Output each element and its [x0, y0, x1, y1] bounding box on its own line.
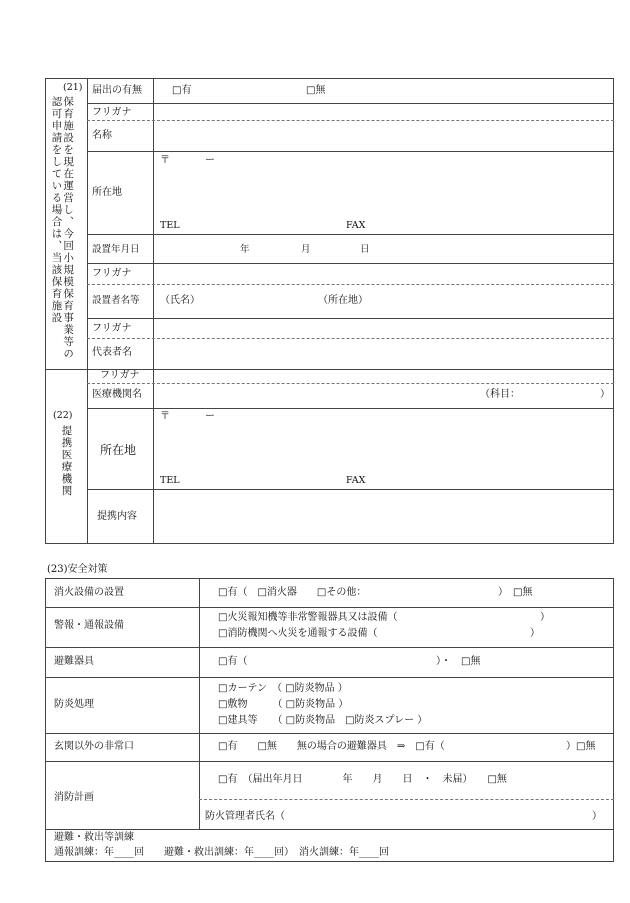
s22-number: (22): [53, 410, 73, 421]
subject-close: ）: [600, 389, 610, 400]
fireproof-fittings[interactable]: □建具等 （ □防炎物品 □防炎スプレー ）: [218, 715, 428, 726]
fire-extinguisher-options[interactable]: □有（ □消火器 □その他：: [218, 587, 367, 598]
safety-title: (23)安全対策: [47, 564, 108, 575]
s22-postal-dash: ー: [205, 411, 215, 422]
alarm-option-2-close: ）: [530, 628, 540, 639]
alarm-option-1[interactable]: □火災報知機等非常警報器具又は設備（: [218, 612, 398, 623]
evacuation-yes[interactable]: □有（: [218, 656, 248, 667]
fire-manager-close: ）: [592, 811, 602, 822]
fireproof-label: 防炎処理: [54, 699, 94, 710]
fire-plan-options[interactable]: □有 （届出年月日 年 月 日 ・ 未届） □無: [218, 774, 507, 785]
drill-title: 避難・救出等訓練: [54, 832, 134, 843]
fire-extinguisher-label: 消火設備の設置: [54, 587, 124, 598]
alarm-option-1-close: ）: [540, 612, 550, 623]
setup-month: 月: [301, 244, 311, 255]
s22-fax-label: FAX: [346, 475, 366, 486]
founder-name-field: （氏名）: [160, 295, 200, 306]
fire-plan-label: 消防計画: [54, 792, 94, 803]
s21-postal-mark: 〒: [160, 155, 170, 166]
evacuation-label: 避難器具: [54, 656, 94, 667]
s21-fax-label: FAX: [346, 220, 366, 231]
col-divider-mid: [153, 78, 154, 544]
s21-founder-furigana-label: フリガナ: [92, 268, 132, 279]
fireproof-curtain[interactable]: □カーテン （ □防炎物品 ）: [218, 683, 348, 694]
s21-number: (21): [63, 82, 83, 93]
s22-postal-mark: 〒: [160, 411, 170, 422]
s21-name-label: 名称: [92, 130, 112, 141]
s21-rep-furigana-label: フリガナ: [92, 323, 132, 334]
medical-institution-label: 医療機関名: [92, 389, 142, 400]
setup-day: 日: [360, 244, 370, 255]
exit-options[interactable]: □有 □無 無の場合の避難器具 ⇒ □有（: [218, 741, 445, 752]
s22-address-label: 所在地: [100, 443, 137, 457]
s22-tel-label: TEL: [160, 475, 180, 486]
s22-furigana-label: フリガナ: [100, 370, 140, 381]
s21-postal-dash: ー: [205, 155, 215, 166]
col-divider-left: [87, 78, 88, 544]
alarm-option-2[interactable]: □消防機関へ火災を通報する設備（: [218, 628, 378, 639]
partnership-content-label: 提携内容: [97, 511, 137, 522]
s22-vertical-title: 提携医療機関: [60, 425, 73, 497]
notification-no-checkbox[interactable]: □無: [306, 85, 326, 96]
s21-furigana-label: フリガナ: [92, 107, 132, 118]
exit-label: 玄関以外の非常口: [54, 741, 134, 752]
founder-label: 設置者名等: [92, 295, 140, 306]
evacuation-no[interactable]: ）・ □無: [436, 656, 481, 667]
alarm-label: 警報・通報設備: [54, 620, 124, 631]
representative-label: 代表者名: [92, 347, 132, 358]
fire-extinguisher-none[interactable]: ） □無: [498, 587, 533, 598]
fire-manager-label: 防火管理者氏名（: [205, 811, 285, 822]
founder-address-field: （所在地）: [318, 295, 368, 306]
setup-year: 年: [240, 244, 250, 255]
fireproof-carpet[interactable]: □敷物 （ □防炎物品 ）: [218, 699, 349, 710]
s21-tel-label: TEL: [160, 220, 180, 231]
notification-yes-checkbox[interactable]: □有: [172, 85, 192, 96]
setup-date-label: 設置年月日: [92, 244, 140, 255]
facility-table: [45, 78, 614, 544]
drill-counts: 通報訓練：年____回 避難・救出訓練：年____回） 消火訓練：年____回: [54, 847, 389, 858]
s21-vertical-title: 保育施設を現在運営し、今回小規模保育事業等の認可申請をしている場合は、当該保育施設: [50, 96, 75, 360]
notification-label: 届出の有無: [92, 85, 142, 96]
subject-field: （科目：: [480, 389, 520, 400]
s21-address-label: 所在地: [92, 187, 122, 198]
exit-none[interactable]: ）□無: [566, 741, 596, 752]
